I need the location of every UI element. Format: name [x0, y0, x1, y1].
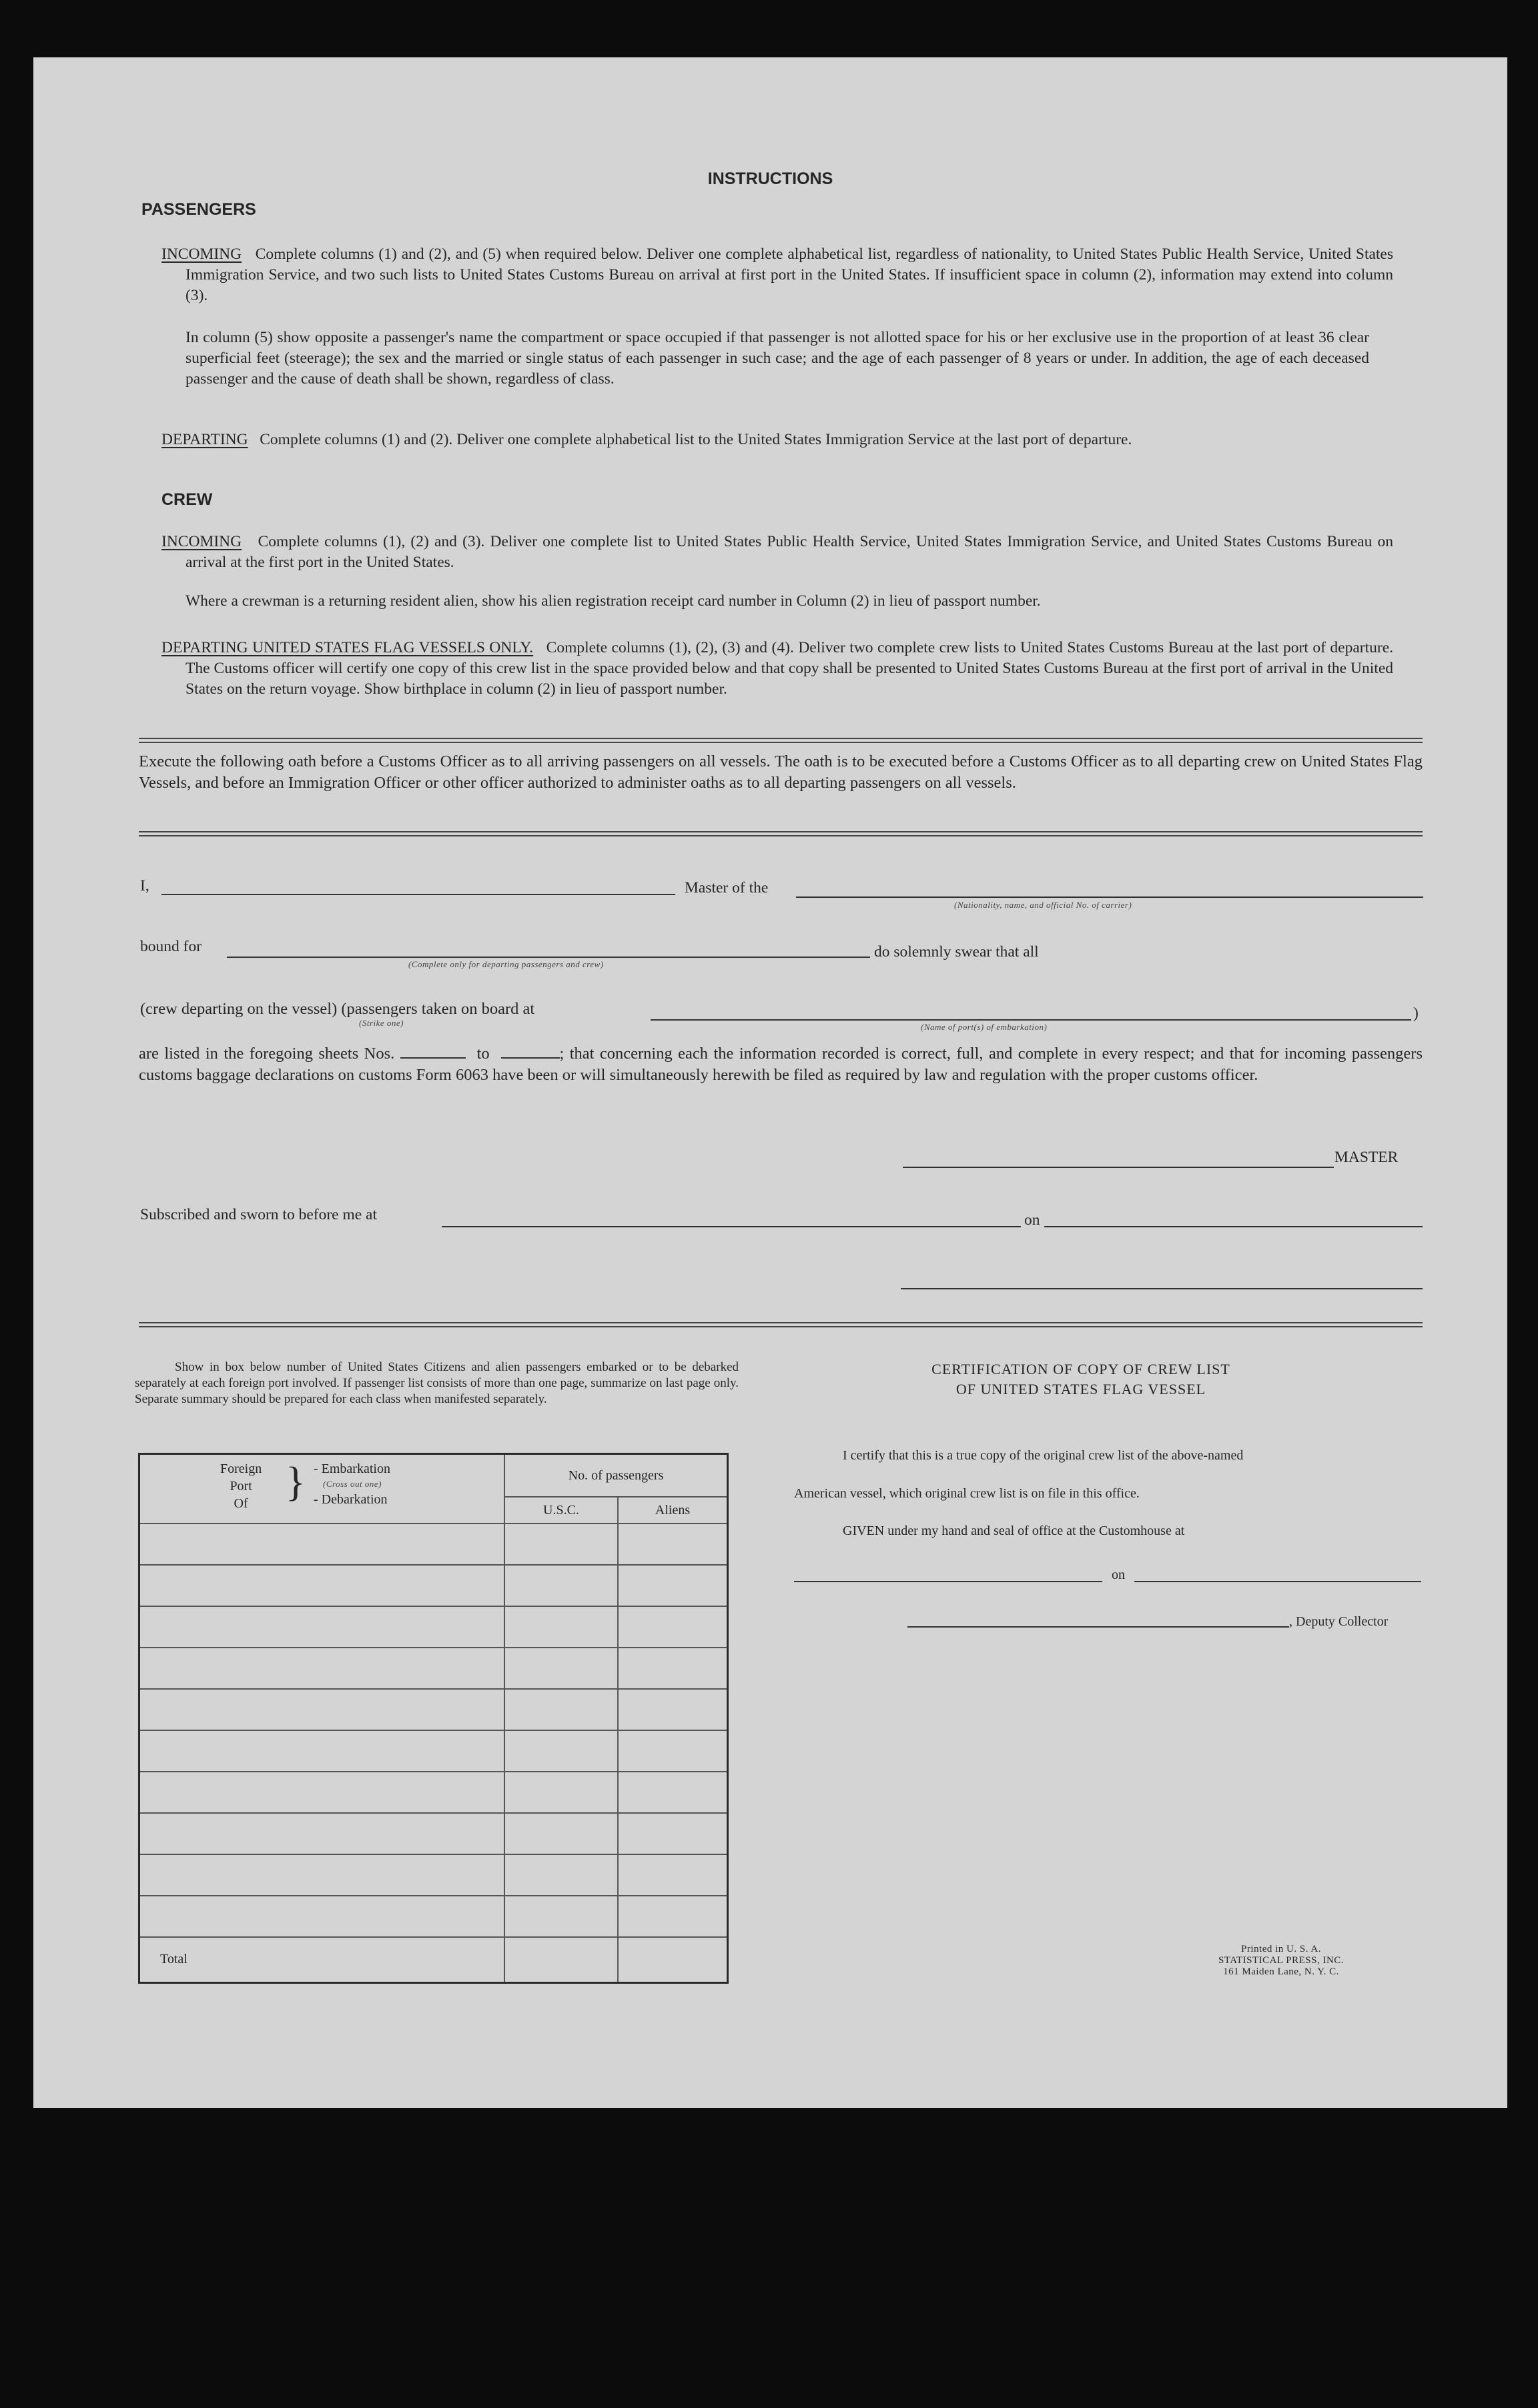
printer-line3: 161 Maiden Lane, N. Y. C.: [1223, 1966, 1339, 1977]
divider-1: [139, 738, 1423, 743]
master-label: MASTER: [1334, 1149, 1399, 1166]
pass-incoming-paragraph: [161, 244, 1393, 306]
embarkation-label: - Embarkation: [314, 1461, 390, 1476]
usc-cell[interactable]: [504, 1565, 618, 1606]
to-label: to: [476, 1045, 490, 1063]
aliens-total-cell[interactable]: [618, 1937, 728, 1982]
sheet-to-field[interactable]: [501, 1044, 560, 1059]
certify-line2: American vessel, which original crew list is on file in this office.: [794, 1486, 1140, 1501]
bound-for-label: bound for: [140, 938, 202, 955]
table-row[interactable]: [139, 1524, 728, 1565]
sheet-from-field[interactable]: [400, 1044, 466, 1059]
crew-departing-paragraph: [161, 638, 1393, 700]
usc-header: U.S.C.: [505, 1497, 619, 1523]
usc-cell[interactable]: [504, 1813, 618, 1854]
aliens-cell[interactable]: [618, 1565, 728, 1606]
passengers-heading: PASSENGERS: [141, 200, 256, 219]
certification-title-line1: CERTIFICATION OF COPY OF CREW LIST: [931, 1361, 1230, 1377]
customhouse-line[interactable]: [794, 1581, 1102, 1582]
bound-for-line[interactable]: [227, 957, 870, 958]
aliens-cell[interactable]: [618, 1606, 728, 1648]
aliens-cell[interactable]: [618, 1689, 728, 1730]
crew-incoming-text: Complete columns (1), (2) and (3). Deliver one complete list to United States Public Health Service, United States Immigration Service, and United States Customs Bureau on arrival at the first port in the United States.: [185, 533, 1393, 571]
port-cell[interactable]: [139, 1813, 505, 1854]
pass-incoming-text: Complete columns (1) and (2), and (5) when required below. Deliver one complete alphabetical list, regardless of nationality, to United States Public Health Service, United States Immigration Service, and two such lists to United States Customs Bureau on arrival at first port in the United States. If insufficient space in column (2), information may extend into column (3).: [185, 245, 1394, 304]
pass-col5-paragraph: In column (5) show opposite a passenger's name the compartment or space occupied if that passenger is not allotted space for his or her exclusive use in the proportion of at least 36 clear superficial feet (steerage); the sex and the married or single status of each passenger in such case; and the age of each passenger of 8 years or under. In addition, the age of each deceased passenger and the cause of death shall be shown, regardless of class.: [185, 329, 1369, 388]
usc-cell[interactable]: [504, 1606, 618, 1648]
port-cell[interactable]: [139, 1565, 505, 1606]
listed-rest: ; that concerning each the information recorded is correct, full, and complete in every respect; and that for incoming passengers customs baggage declarations on customs Form 6063 have been or will simultaneously herewith be filed as required by law and regulation with the proper customs officer.: [139, 1045, 1423, 1084]
pass-departing-text: Complete columns (1) and (2). Deliver one complete alphabetical list to the United States Immigration Service at the last port of departure.: [260, 431, 1132, 448]
nationality-caption: (Nationality, name, and official No. of carrier): [954, 900, 1132, 910]
crew-incoming-label: INCOMING: [161, 533, 242, 550]
port-cell[interactable]: [139, 1606, 505, 1648]
of-label: Of: [234, 1496, 248, 1511]
passenger-summary-table: [138, 1453, 729, 1984]
port-cell[interactable]: [139, 1896, 505, 1937]
crew-alien-paragraph: Where a crewman is a returning resident alien, show his alien registration receipt card number in Column (2) in lieu of passport number.: [185, 592, 1041, 610]
port-cell[interactable]: [139, 1524, 505, 1565]
do-solemnly-text: do solemnly swear that all: [874, 943, 1039, 961]
aliens-cell[interactable]: [618, 1772, 728, 1813]
table-row[interactable]: [139, 1689, 728, 1730]
crew-heading: CREW: [161, 490, 213, 509]
listed-prefix: are listed in the foregoing sheets Nos.: [139, 1045, 395, 1063]
pass-departing-label: DEPARTING: [161, 431, 248, 448]
cross-out-caption: (Cross out one): [323, 1479, 382, 1489]
port-cell[interactable]: [139, 1854, 505, 1896]
certify-line1: I certify that this is a true copy of the original crew list of the above-named: [843, 1448, 1244, 1463]
usc-cell[interactable]: [504, 1896, 618, 1937]
summary-instructions: Show in box below number of United States Citizens and alien passengers embarked or to be debarked separately at each foreign port involved. If passenger list consists of more than one page, summarize on last page only. Separate summary should be prepared for each class when manifested separately.: [135, 1360, 739, 1406]
table-row[interactable]: [139, 1854, 728, 1896]
printer-line1: Printed in U. S. A.: [1241, 1944, 1321, 1954]
no-passengers-header: No. of passengers: [505, 1455, 727, 1497]
aliens-cell[interactable]: [618, 1648, 728, 1689]
port-cell[interactable]: [139, 1689, 505, 1730]
aliens-cell[interactable]: [618, 1730, 728, 1772]
crew-incoming-paragraph: [161, 532, 1393, 573]
pass-departing-paragraph: [161, 430, 1393, 450]
port-cell[interactable]: [139, 1772, 505, 1813]
carrier-line[interactable]: [796, 896, 1423, 898]
aliens-cell[interactable]: [618, 1854, 728, 1896]
aliens-header: Aliens: [655, 1503, 691, 1518]
table-row[interactable]: [139, 1813, 728, 1854]
listed-paragraph: [139, 1043, 1423, 1086]
subscribed-date-line[interactable]: [1044, 1226, 1423, 1227]
subscribed-place-line[interactable]: [442, 1226, 1021, 1227]
printer-line2: STATISTICAL PRESS, INC.: [1218, 1955, 1344, 1966]
cert-date-line[interactable]: [1134, 1581, 1421, 1582]
table-row[interactable]: [139, 1565, 728, 1606]
certification-title-line2: OF UNITED STATES FLAG VESSEL: [955, 1381, 1206, 1397]
divider-2: [139, 831, 1423, 836]
close-paren: ): [1413, 1005, 1419, 1022]
subscribed-on-label: on: [1024, 1211, 1040, 1229]
table-row[interactable]: [139, 1772, 728, 1813]
embarkation-line[interactable]: [651, 1019, 1411, 1021]
oath-name-line[interactable]: [161, 894, 675, 895]
strike-one-caption: (Strike one): [359, 1018, 404, 1028]
complete-only-caption: (Complete only for departing passengers and crew): [408, 959, 604, 969]
aliens-cell[interactable]: [618, 1813, 728, 1854]
master-signature-line[interactable]: [903, 1167, 1334, 1168]
master-of-the-label: Master of the: [685, 879, 769, 896]
crew-departing-text: Complete columns (1), (2), (3) and (4). Deliver two complete crew lists to United States Customs Bureau at the last port of departure. The Customs officer will certify one copy of this crew list in the space provided below and that copy shall be presented to United States Customs Bureau at the first port of arrival in the United States on the return voyage. Show birthplace in column (2) in lieu of passport number.: [185, 639, 1393, 698]
total-label: Total: [139, 1937, 505, 1982]
certification-title: [787, 1359, 1375, 1399]
table-row[interactable]: [139, 1648, 728, 1689]
brace-icon: }: [286, 1459, 306, 1505]
total-row: [139, 1937, 728, 1982]
officer-signature-line[interactable]: [901, 1288, 1423, 1289]
table-row[interactable]: [139, 1606, 728, 1648]
form-sheet: [33, 57, 1507, 2108]
divider-3: [139, 1322, 1423, 1327]
foreign-label: Foreign: [220, 1461, 262, 1476]
cert-on-label: on: [1112, 1568, 1125, 1582]
subscribed-label: Subscribed and sworn to before me at: [140, 1206, 378, 1223]
usc-total-cell[interactable]: [504, 1937, 618, 1982]
usc-cell[interactable]: [504, 1524, 618, 1565]
crew-passengers-text: (crew departing on the vessel) (passengers taken on board at: [140, 1000, 535, 1018]
deputy-signature-line[interactable]: [907, 1626, 1289, 1628]
debarkation-label: - Debarkation: [314, 1492, 388, 1507]
deputy-collector-label: , Deputy Collector: [1289, 1614, 1389, 1629]
table-row[interactable]: [139, 1896, 728, 1937]
printer-imprint: [1181, 1944, 1381, 1978]
given-text: GIVEN under my hand and seal of office at the Customhouse at: [843, 1524, 1185, 1538]
port-cell[interactable]: [139, 1730, 505, 1772]
usc-cell[interactable]: [504, 1689, 618, 1730]
ports-caption: (Name of port(s) of embarkation): [921, 1022, 1048, 1032]
instructions-title: INSTRUCTIONS: [707, 169, 833, 188]
foreign-port-header: [139, 1454, 505, 1524]
table-row[interactable]: [139, 1730, 728, 1772]
pass-incoming-label: INCOMING: [161, 245, 242, 263]
aliens-cell[interactable]: [618, 1524, 728, 1565]
port-cell[interactable]: [139, 1648, 505, 1689]
usc-cell[interactable]: [504, 1854, 618, 1896]
usc-cell[interactable]: [504, 1772, 618, 1813]
oath-i-label: I,: [140, 877, 149, 894]
port-label: Port: [230, 1479, 252, 1493]
usc-cell[interactable]: [504, 1730, 618, 1772]
usc-cell[interactable]: [504, 1648, 618, 1689]
crew-departing-label: DEPARTING UNITED STATES FLAG VESSELS ONLY.: [161, 639, 534, 656]
execute-oath-text: Execute the following oath before a Customs Officer as to all arriving passengers on all vessels. The oath is to be executed before a Customs Officer as to all departing crew on United States Flag Vessels, and before an Immigration Officer or other officer authorized to administer oaths as to all departing passengers on all vessels.: [139, 752, 1423, 792]
aliens-cell[interactable]: [618, 1896, 728, 1937]
